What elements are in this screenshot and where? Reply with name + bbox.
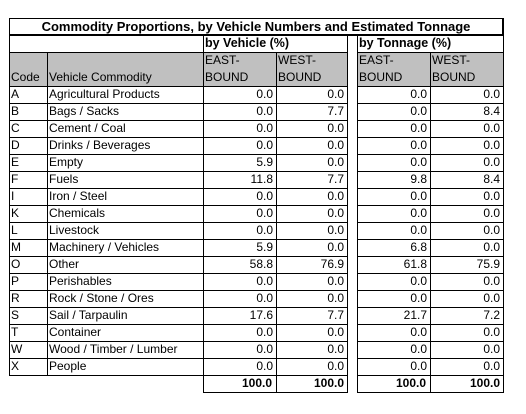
ton-west-cell: 0.0 <box>483 291 500 305</box>
code-cell: I <box>11 189 15 203</box>
veh-west-cell: 0.0 <box>327 206 344 220</box>
veh-west-cell: 0.0 <box>327 155 344 169</box>
ton-east-header-line2: BOUND <box>359 70 403 84</box>
total-ton-west: 100.0 <box>469 376 500 390</box>
veh-west-cell: 0.0 <box>327 274 344 288</box>
veh-east-cell: 0.0 <box>256 121 273 135</box>
commodity-cell: Rock / Stone / Ores <box>49 291 154 305</box>
code-cell: L <box>11 223 18 237</box>
grid-hline <box>9 290 348 291</box>
ton-east-cell: 21.7 <box>403 308 427 322</box>
code-cell: B <box>11 104 20 118</box>
grid-hline <box>9 239 348 240</box>
ton-west-cell: 75.9 <box>476 257 500 271</box>
table-title: Commodity Proportions, by Vehicle Numbers and Estimated Tonnage <box>9 18 503 35</box>
veh-west-cell: 7.7 <box>327 172 344 186</box>
veh-east-cell: 58.8 <box>249 257 273 271</box>
code-cell: D <box>11 138 20 152</box>
veh-west-cell: 0.0 <box>327 189 344 203</box>
ton-west-cell: 0.0 <box>483 138 500 152</box>
veh-east-cell: 0.0 <box>256 206 273 220</box>
commodity-cell: Machinery / Vehicles <box>49 240 160 254</box>
commodity-cell: Other <box>49 257 80 271</box>
ton-west-cell: 0.0 <box>483 274 500 288</box>
veh-west-cell: 0.0 <box>327 121 344 135</box>
ton-west-cell: 0.0 <box>483 342 500 356</box>
code-cell: P <box>11 274 20 288</box>
veh-east-cell: 0.0 <box>256 223 273 237</box>
commodity-cell: Chemicals <box>49 206 106 220</box>
commodity-cell: People <box>49 359 87 373</box>
grid-hline <box>9 52 348 53</box>
grid-vline <box>47 52 48 376</box>
commodity-cell: Fuels <box>49 172 79 186</box>
commodity-cell: Iron / Steel <box>49 189 108 203</box>
grid-vline <box>357 35 358 393</box>
ton-west-cell: 7.2 <box>483 308 500 322</box>
ton-east-cell: 0.0 <box>410 274 427 288</box>
code-column-header: Code <box>11 70 40 84</box>
code-cell: E <box>11 155 20 169</box>
ton-east-header-line1: EAST- <box>359 53 394 67</box>
commodity-cell: Sail / Tarpaulin <box>49 308 128 322</box>
ton-west-cell: 0.0 <box>483 359 500 373</box>
veh-west-cell: 0.0 <box>327 342 344 356</box>
veh-west-cell: 76.9 <box>320 257 344 271</box>
veh-east-cell: 0.0 <box>256 359 273 373</box>
grid-hline <box>9 375 348 376</box>
code-cell: O <box>11 257 21 271</box>
grid-hline <box>9 273 348 274</box>
ton-east-cell: 0.0 <box>410 223 427 237</box>
veh-east-header-line2: BOUND <box>205 70 249 84</box>
veh-west-header-line1: WEST- <box>278 53 316 67</box>
veh-west-cell: 0.0 <box>327 359 344 373</box>
commodity-column-header: Vehicle Commodity <box>49 70 152 84</box>
grid-hline <box>9 222 348 223</box>
grid-vline <box>9 35 10 376</box>
grid-hline <box>9 103 348 104</box>
veh-east-cell: 0.0 <box>256 138 273 152</box>
total-veh-east: 100.0 <box>241 376 272 390</box>
veh-east-cell: 17.6 <box>249 308 273 322</box>
veh-east-cell: 0.0 <box>256 189 273 203</box>
grid-hline <box>9 171 348 172</box>
veh-east-cell: 0.0 <box>256 291 273 305</box>
grid-hline <box>9 256 348 257</box>
ton-east-cell: 0.0 <box>410 138 427 152</box>
ton-west-cell: 0.0 <box>483 240 500 254</box>
grid-hline <box>9 188 348 189</box>
code-cell: X <box>11 359 20 373</box>
total-veh-west: 100.0 <box>313 376 344 390</box>
commodity-cell: Perishables <box>49 274 112 288</box>
ton-east-cell: 0.0 <box>410 359 427 373</box>
grid-hline <box>9 358 348 359</box>
grid-hline <box>9 205 348 206</box>
by-tonnage-header: by Tonnage (%) <box>359 36 452 50</box>
grid-vline <box>430 52 431 393</box>
code-cell: M <box>11 240 21 254</box>
ton-east-cell: 0.0 <box>410 121 427 135</box>
code-cell: R <box>11 291 20 305</box>
total-ton-east: 100.0 <box>395 376 426 390</box>
grid-vline <box>503 18 504 393</box>
grid-hline <box>9 154 348 155</box>
ton-east-cell: 0.0 <box>410 291 427 305</box>
ton-east-cell: 0.0 <box>410 325 427 339</box>
ton-west-cell: 0.0 <box>483 223 500 237</box>
veh-east-cell: 0.0 <box>256 325 273 339</box>
veh-west-cell: 0.0 <box>327 325 344 339</box>
ton-east-cell: 0.0 <box>410 342 427 356</box>
ton-west-cell: 0.0 <box>483 189 500 203</box>
ton-west-cell: 0.0 <box>483 87 500 101</box>
grid-hline <box>9 86 348 87</box>
grid-hline <box>9 341 348 342</box>
grid-hline <box>9 137 348 138</box>
code-cell: T <box>11 325 19 339</box>
veh-east-cell: 0.0 <box>256 274 273 288</box>
code-cell: W <box>11 342 23 356</box>
veh-east-cell: 11.8 <box>250 172 273 186</box>
veh-east-cell: 0.0 <box>256 104 273 118</box>
ton-east-cell: 0.0 <box>410 206 427 220</box>
commodity-cell: Wood / Timber / Lumber <box>49 342 178 356</box>
ton-west-header-line2: BOUND <box>432 70 476 84</box>
ton-west-header-line1: WEST- <box>432 53 470 67</box>
code-cell: A <box>11 87 20 101</box>
veh-west-cell: 7.7 <box>327 308 344 322</box>
veh-east-cell: 0.0 <box>256 342 273 356</box>
ton-west-cell: 0.0 <box>483 206 500 220</box>
veh-west-cell: 0.0 <box>327 223 344 237</box>
ton-east-cell: 0.0 <box>410 155 427 169</box>
commodity-cell: Livestock <box>49 223 100 237</box>
veh-east-cell: 0.0 <box>256 87 273 101</box>
grid-hline <box>9 35 504 36</box>
veh-west-cell: 0.0 <box>327 87 344 101</box>
veh-east-header-line1: EAST- <box>205 53 240 67</box>
commodity-cell: Bags / Sacks <box>49 104 120 118</box>
code-cell: F <box>11 172 19 186</box>
veh-east-cell: 5.9 <box>256 155 273 169</box>
ton-east-cell: 0.0 <box>410 87 427 101</box>
ton-east-cell: 61.8 <box>403 257 427 271</box>
commodity-cell: Agricultural Products <box>49 87 160 101</box>
code-cell: K <box>11 206 20 220</box>
veh-west-cell: 0.0 <box>327 291 344 305</box>
ton-west-cell: 8.4 <box>483 172 500 186</box>
veh-west-cell: 7.7 <box>327 104 344 118</box>
ton-west-cell: 0.0 <box>483 121 500 135</box>
grid-vline <box>203 35 204 393</box>
grid-hline <box>9 307 348 308</box>
grid-vline <box>276 52 277 393</box>
commodity-cell: Empty <box>49 155 84 169</box>
commodity-cell: Container <box>49 325 102 339</box>
veh-west-header-line2: BOUND <box>278 70 322 84</box>
grid-hline <box>9 324 348 325</box>
grid-vline <box>347 35 348 393</box>
ton-east-cell: 0.0 <box>410 189 427 203</box>
ton-west-cell: 0.0 <box>483 325 500 339</box>
ton-west-cell: 0.0 <box>483 155 500 169</box>
code-cell: S <box>11 308 20 322</box>
commodity-cell: Drinks / Beverages <box>49 138 151 152</box>
ton-east-cell: 0.0 <box>410 104 427 118</box>
veh-west-cell: 0.0 <box>327 240 344 254</box>
ton-west-cell: 8.4 <box>483 104 500 118</box>
veh-west-cell: 0.0 <box>327 138 344 152</box>
grid-hline <box>9 120 348 121</box>
veh-east-cell: 5.9 <box>256 240 273 254</box>
by-vehicle-header: by Vehicle (%) <box>205 36 290 50</box>
ton-east-cell: 9.8 <box>410 172 427 186</box>
ton-east-cell: 6.8 <box>410 240 427 254</box>
code-cell: C <box>11 121 20 135</box>
commodity-cell: Cement / Coal <box>49 121 126 135</box>
